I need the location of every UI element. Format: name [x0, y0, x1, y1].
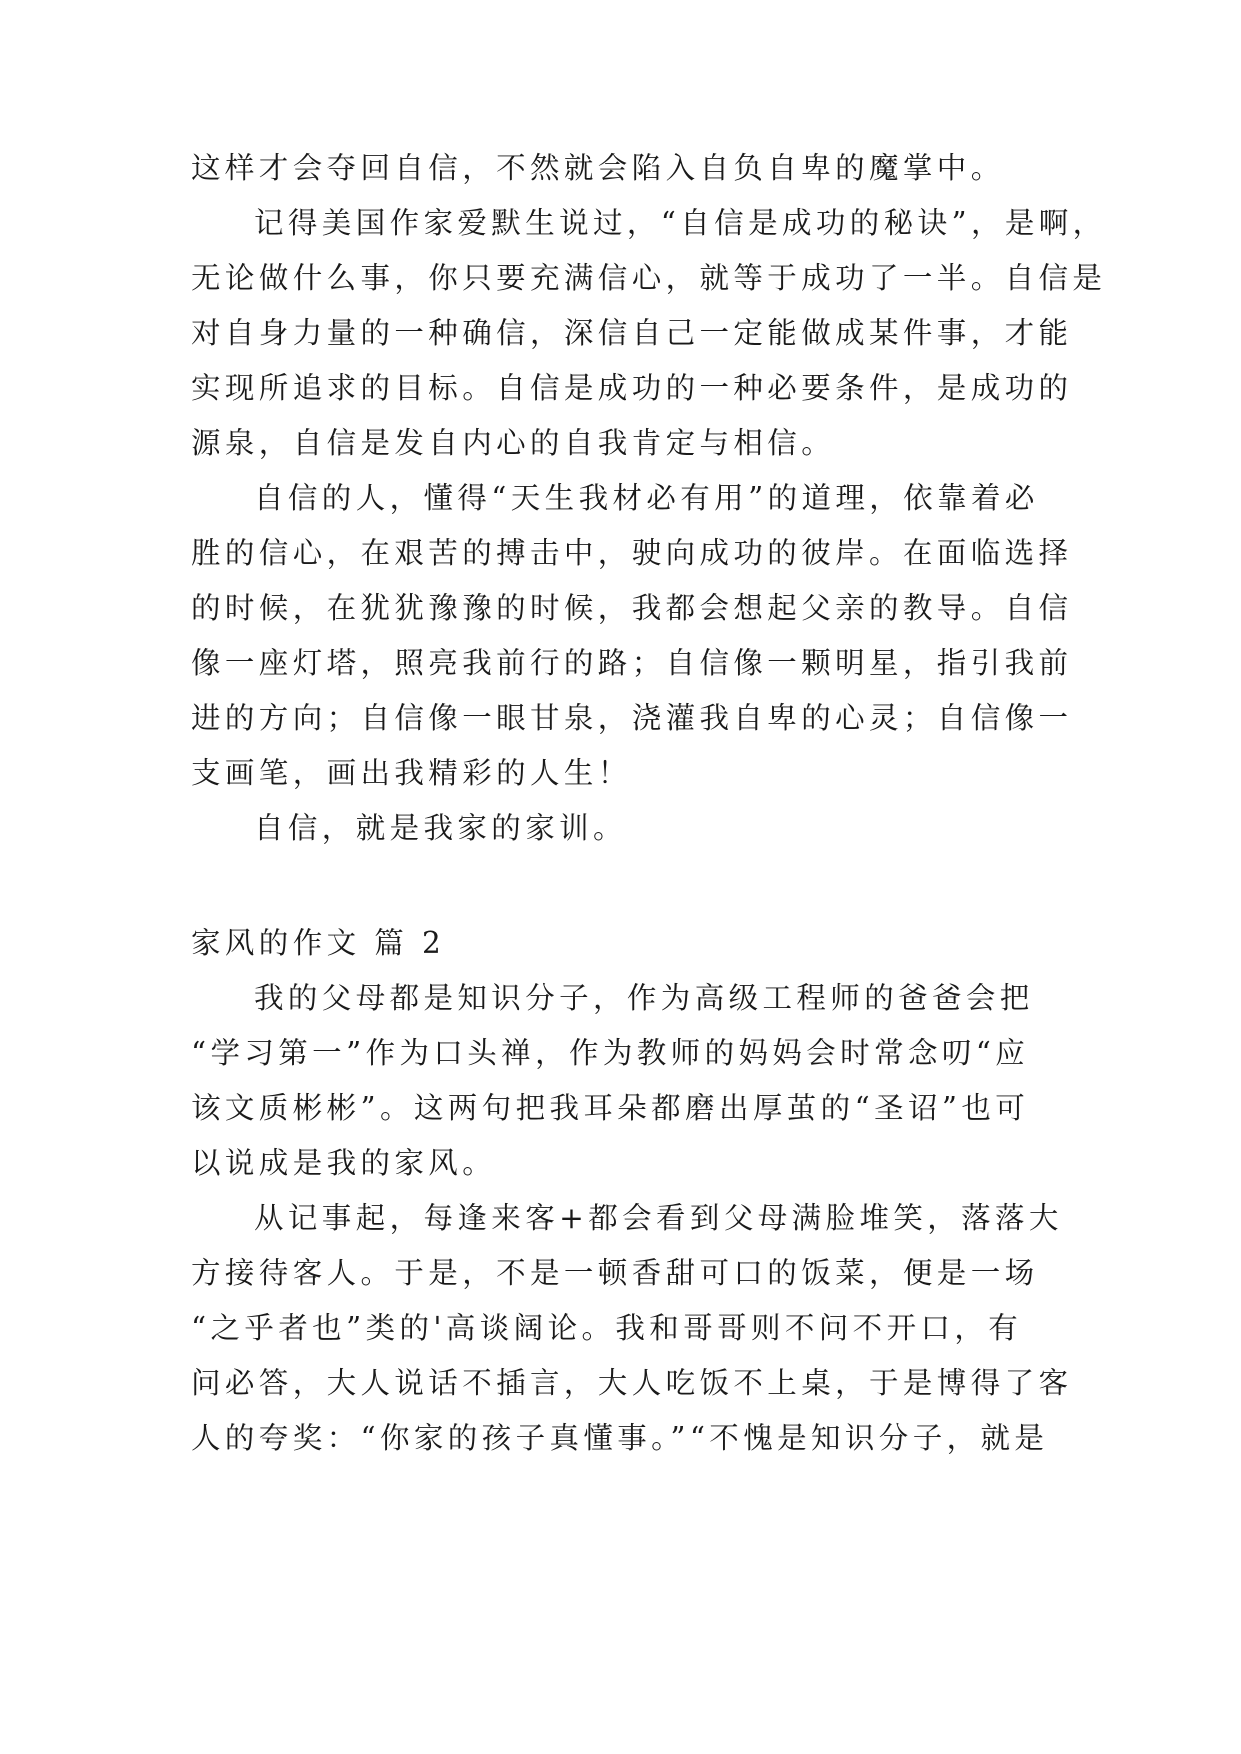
paragraph-line: 无论做什么事，你只要充满信心，就等于成功了一半。自信是 — [191, 261, 1107, 295]
paragraph-line: 像一座灯塔，照亮我前行的路；自信像一颗明星，指引我前 — [191, 646, 1073, 680]
paragraph-line: 自信的人，懂得“天生我材必有用”的道理，依靠着必 — [254, 481, 1039, 515]
paragraph-line: 实现所追求的目标。自信是成功的一种必要条件，是成功的 — [191, 371, 1073, 405]
paragraph-line: 的时候，在犹犹豫豫的时候，我都会想起父亲的教导。自信 — [191, 591, 1073, 625]
paragraph-line: “学习第一”作为口头禅，作为教师的妈妈会时常念叨“应 — [191, 1036, 1030, 1070]
paragraph-line: 支画笔，画出我精彩的人生！ — [191, 756, 632, 790]
paragraph-line: 自信，就是我家的家训。 — [254, 811, 627, 845]
paragraph-line: 该文质彬彬”。这两句把我耳朵都磨出厚茧的“圣诏”也可 — [191, 1091, 1030, 1125]
paragraph-line: 胜的信心，在艰苦的搏击中，驶向成功的彼岸。在面临选择 — [191, 536, 1073, 570]
paragraph-line: 进的方向；自信像一眼甘泉，浇灌我自卑的心灵；自信像一 — [191, 701, 1073, 735]
section-heading: 家风的作文 篇 2 — [191, 926, 446, 960]
paragraph-line: 我的父母都是知识分子，作为高级工程师的爸爸会把 — [254, 981, 1034, 1015]
paragraph-line: 方接待客人。于是，不是一顿香甜可口的饭菜，便是一场 — [191, 1256, 1039, 1290]
paragraph-line: 从记事起，每逢来客+都会看到父母满脸堆笑，落落大 — [254, 1201, 1063, 1235]
paragraph-line: 这样才会夺回自信，不然就会陷入自负自卑的魔掌中。 — [191, 151, 1005, 185]
paragraph-line: 源泉，自信是发自内心的自我肯定与相信。 — [191, 426, 836, 460]
paragraph-line: 以说成是我的家风。 — [191, 1146, 497, 1180]
paragraph-line: 记得美国作家爱默生说过，“自信是成功的秘诀”，是啊， — [254, 206, 1107, 240]
paragraph-line: 人的夸奖：“你家的孩子真懂事。”“不愧是知识分子，就是 — [191, 1421, 1049, 1455]
paragraph-line: 对自身力量的一种确信，深信自己一定能做成某件事，才能 — [191, 316, 1073, 350]
paragraph-line: 问必答，大人说话不插言，大人吃饭不上桌，于是博得了客 — [191, 1366, 1073, 1400]
paragraph-line: “之乎者也”类的'高谈阔论。我和哥哥则不问不开口，有 — [191, 1311, 1023, 1345]
